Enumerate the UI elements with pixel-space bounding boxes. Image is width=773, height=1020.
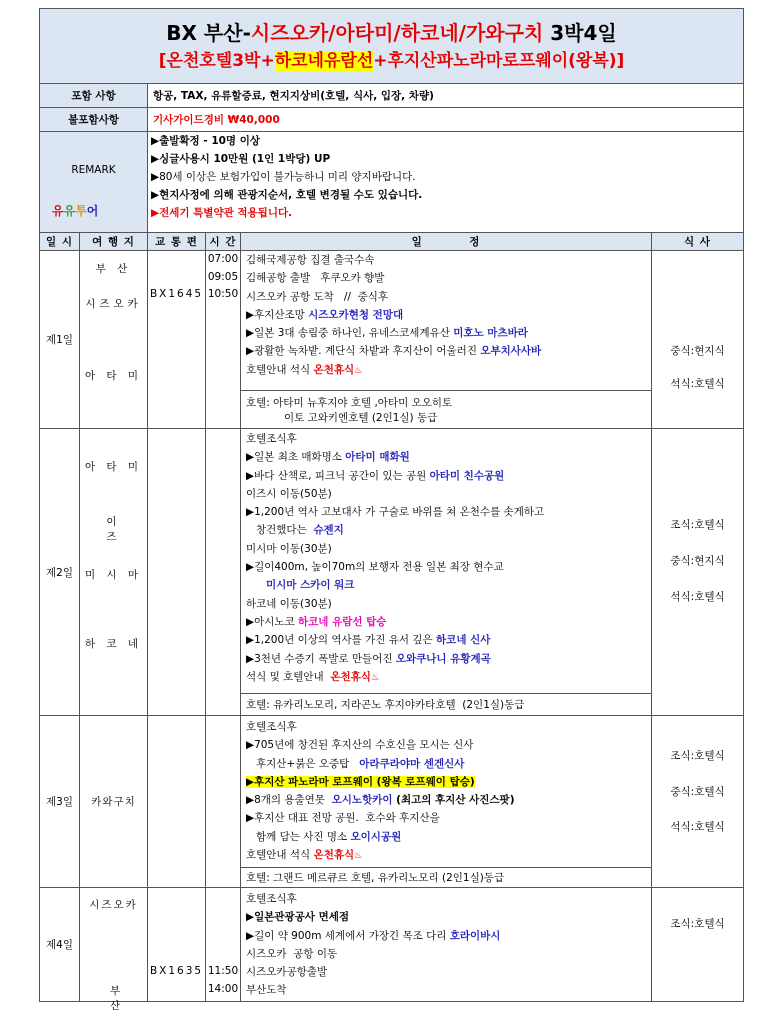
schedule-line: 시즈오카 공항 도착 // 중식후 bbox=[246, 290, 389, 303]
place: 아 타 미 bbox=[84, 370, 143, 382]
remark-item: ▶싱글사용시 10만원 (1인 1박당) UP bbox=[151, 153, 331, 165]
schedule-line: ▶일본 3대 송림중 하나인, 유네스코세계유산 미호노 마츠바라 bbox=[246, 327, 528, 340]
time: 10:50 bbox=[207, 288, 239, 300]
included-text: 항공, TAX, 유류할증료, 현지지상비(호텔, 식사, 입장, 차량) bbox=[148, 84, 744, 108]
flight-number: BX1645 bbox=[149, 288, 204, 300]
day-2-hotel: 호텔: 유카리노모리, 지라곤노 후지야카타호텔 (2인1실)동급 bbox=[241, 694, 652, 716]
schedule-line: 부산도착 bbox=[246, 984, 287, 997]
day-2-label: 제2일 bbox=[40, 429, 80, 716]
schedule-line: 김해국제공항 집결 출국수속 bbox=[246, 254, 375, 266]
meal: 중식:호텔식 bbox=[670, 786, 725, 798]
day-4-label: 제4일 bbox=[40, 888, 80, 1002]
day-3-transport bbox=[148, 716, 206, 888]
day-1-schedule bbox=[241, 251, 652, 391]
schedule-line: ▶1,200년 역사 고보대사 가 구술로 바위를 쳐 온천수를 솟게하고 bbox=[246, 506, 545, 519]
attraction: 미호노 마츠바라 bbox=[453, 327, 528, 340]
ropeway-highlight: ▶후지산 파노라마 로프웨이 (왕복 로프웨이 탑승) bbox=[246, 775, 475, 788]
time: 14:00 bbox=[207, 983, 239, 995]
meal: 석식:호텔식 bbox=[670, 591, 725, 603]
schedule-line: ▶3천년 수증기 폭발로 만들어진 오와쿠나니 유황계곡 bbox=[246, 652, 491, 665]
day-4-row bbox=[40, 888, 744, 1002]
attraction: 오부치사사바 bbox=[480, 345, 542, 358]
meal: 조식:호텔식 bbox=[670, 519, 725, 531]
day-2-schedule bbox=[241, 429, 652, 694]
day-3-meals bbox=[652, 716, 744, 888]
schedule-line: 김해공항 출발 후쿠오카 향발 bbox=[246, 272, 385, 285]
attraction: 호라이바시 bbox=[449, 929, 501, 942]
meal: 중식:현지식 bbox=[670, 345, 725, 357]
remark-list bbox=[148, 132, 744, 233]
place: 아 타 미 bbox=[84, 461, 143, 473]
place: 시즈오카 bbox=[85, 298, 142, 310]
header-transport: 교 통 편 bbox=[148, 233, 206, 251]
itinerary-document bbox=[39, 8, 743, 1010]
schedule-line: 시즈오카공항출발 bbox=[246, 966, 328, 979]
meal: 중식:현지식 bbox=[670, 555, 725, 567]
schedule-line: 창건했다는 슈젠지 bbox=[256, 524, 344, 537]
attraction: 미시마 스카이 워크 bbox=[266, 579, 355, 592]
day-3-row bbox=[40, 716, 744, 868]
schedule-line: ▶길이400m, 높이70m의 보행자 전용 일본 최장 현수교 bbox=[246, 561, 504, 574]
place: 부 산 bbox=[95, 263, 132, 275]
brand-logo: 유유투어 bbox=[52, 204, 99, 218]
highlight-cruise: 하코네유람선 bbox=[274, 51, 374, 71]
meal: 조식:호텔식 bbox=[670, 918, 725, 930]
day-2-meals bbox=[652, 429, 744, 716]
header-meal: 식 사 bbox=[652, 233, 744, 251]
day-3-label: 제3일 bbox=[40, 716, 80, 888]
day-2-row bbox=[40, 429, 744, 694]
schedule-line: 함께 담는 사진 명소 오이시공원 bbox=[256, 830, 402, 843]
hotel-line: 이토 고와키엔호텔 (2인1실) 동급 bbox=[284, 411, 438, 424]
day-1-places bbox=[80, 251, 148, 429]
meal: 석식:호텔식 bbox=[670, 378, 725, 390]
remark-label: REMARK bbox=[71, 164, 116, 176]
day-2-times bbox=[206, 429, 241, 716]
schedule-line: 미시마 이동(30분) bbox=[246, 542, 332, 555]
day-1-row bbox=[40, 251, 744, 391]
day-4-times bbox=[206, 888, 241, 1002]
day-3-times bbox=[206, 716, 241, 888]
meal: 석식:호텔식 bbox=[670, 821, 725, 833]
route-text: 시즈오카/아타미/하코네/가와구치 bbox=[250, 21, 544, 45]
attraction: 아라쿠라야마 센겐신사 bbox=[359, 757, 465, 770]
schedule-line: 석식 및 호텔안내 온천휴식♨ bbox=[246, 670, 380, 683]
attraction: 시즈오카현청 전망대 bbox=[308, 308, 404, 321]
schedule-line: ▶후지산조망 시즈오카현청 전망대 bbox=[246, 308, 404, 321]
hotel-line: 호텔: 아타미 뉴후지야 호텔 ,아타미 오오히토 bbox=[246, 396, 453, 409]
day-4-schedule bbox=[241, 888, 652, 1002]
attraction: 오시노핫카이 bbox=[331, 794, 393, 807]
day-4-meals bbox=[652, 888, 744, 1002]
day-3-place: 카와구치 bbox=[80, 716, 148, 888]
schedule-line: ▶1,200년 이상의 역사를 가진 유서 깊은 하코네 신사 bbox=[246, 634, 491, 647]
schedule-line: ▶길이 약 900m 세계에서 가장긴 목조 다리 호라이바시 bbox=[246, 929, 501, 942]
schedule-line: 이즈시 이동(50분) bbox=[246, 487, 332, 500]
title-line-1: BX 부산-시즈오카/아타미/하코네/가와구치 3박4일 bbox=[166, 21, 617, 45]
day-1-label: 제1일 bbox=[40, 251, 80, 429]
title-line-2: [온천호텔3박+하코네유람선+후지산파노라마로프웨이(왕복)] bbox=[158, 51, 625, 71]
header-day: 일 시 bbox=[40, 233, 80, 251]
header-time: 시 간 bbox=[206, 233, 241, 251]
schedule-line: 호텔안내 석식 온천휴식♨ bbox=[246, 363, 363, 376]
included-label: 포함 사항 bbox=[40, 84, 148, 108]
remark-item: ▶출발확정 - 10명 이상 bbox=[151, 135, 261, 147]
onsen-note: 온천휴식 bbox=[330, 670, 371, 683]
day-1-meals bbox=[652, 251, 744, 429]
place: 이 즈 bbox=[106, 516, 145, 543]
schedule-line: ▶일본관광공사 면세점 bbox=[246, 911, 350, 924]
schedule-line: ▶아시노코 하코네 유람선 탑승 bbox=[246, 615, 387, 628]
day-2-places bbox=[80, 429, 148, 716]
onsen-icon: ♨ bbox=[354, 851, 363, 862]
day-1-transport bbox=[148, 251, 206, 429]
attraction: 하코네 신사 bbox=[436, 634, 491, 647]
remark-item: ▶80세 이상은 보험가입이 불가능하니 미리 양지바랍니다. bbox=[151, 171, 416, 183]
attraction: 하코네 유람선 탑승 bbox=[298, 615, 387, 628]
excluded-label: 불포함사항 bbox=[40, 108, 148, 132]
day-2-transport bbox=[148, 429, 206, 716]
header-place: 여 행 지 bbox=[80, 233, 148, 251]
meal: 조식:호텔식 bbox=[670, 750, 725, 762]
schedule-line: 호텔조식후 bbox=[246, 893, 297, 905]
remark-item: ▶전세기 특별약관 적용됩니다. bbox=[151, 207, 293, 219]
time: 07:00 bbox=[207, 253, 239, 265]
itinerary-table bbox=[39, 8, 744, 1012]
onsen-icon: ♨ bbox=[370, 672, 380, 683]
attraction: 아타미 매화원 bbox=[345, 451, 410, 464]
time: 09:05 bbox=[207, 271, 239, 283]
onsen-icon: ♨ bbox=[354, 365, 363, 376]
title-block bbox=[40, 9, 744, 84]
day-1-times bbox=[206, 251, 241, 429]
schedule-line: 호텔조식후 bbox=[246, 433, 297, 445]
remark-label-cell bbox=[40, 132, 148, 233]
attraction: 아타미 친수공원 bbox=[429, 469, 505, 482]
schedule-line: 하코네 이동(30분) bbox=[246, 597, 332, 610]
schedule-line: ▶후지산 대표 전망 공원. 호수와 후지산을 bbox=[246, 812, 440, 825]
schedule-line: ▶바다 산책로, 피크닉 공간이 있는 공원 아타미 친수공원 bbox=[246, 469, 505, 482]
attraction: 오와쿠나니 유황계곡 bbox=[395, 652, 491, 665]
place: 부 산 bbox=[110, 985, 155, 1012]
schedule-line: 호텔안내 석식 온천휴식♨ bbox=[246, 849, 363, 862]
day-3-hotel: 호텔: 그랜드 메르큐르 호텔, 유카리노모리 (2인1실)동급 bbox=[241, 868, 652, 888]
place: 시즈오카 bbox=[89, 899, 138, 911]
attraction: 오이시공원 bbox=[350, 830, 402, 843]
day-4-transport bbox=[148, 888, 206, 1002]
place: 하 코 네 bbox=[84, 638, 143, 650]
remark-item: ▶현지사정에 의해 관광지순서, 호텔 변경될 수도 있습니다. bbox=[151, 189, 423, 201]
schedule-line bbox=[246, 773, 651, 791]
attraction: 슈젠지 bbox=[313, 524, 344, 537]
day-1-hotel bbox=[241, 391, 652, 429]
schedule-line: 후지산+붉은 오중탑 아라쿠라야마 센겐신사 bbox=[256, 757, 465, 770]
schedule-line: ▶8개의 용출연못 오시노핫카이 (최고의 후지산 사진스팟) bbox=[246, 794, 515, 807]
schedule-line: 호텔조식후 bbox=[246, 721, 297, 733]
excluded-text: 기사가이드경비 ₩40,000 bbox=[148, 108, 744, 132]
day-3-schedule bbox=[241, 716, 652, 868]
onsen-note: 온천휴식 bbox=[313, 363, 355, 376]
header-schedule: 일 정 bbox=[241, 233, 652, 251]
schedule-line: ▶일본 최초 매화명소 아타미 매화원 bbox=[246, 451, 410, 464]
flight-number: BX1635 bbox=[149, 965, 204, 977]
place: 미 시 마 bbox=[84, 569, 143, 581]
onsen-note: 온천휴식 bbox=[313, 849, 355, 862]
time: 11:50 bbox=[207, 965, 239, 977]
schedule-line: ▶광활한 녹차밭. 계단식 차밭과 후지산이 어울러진 오부치사사바 bbox=[246, 345, 542, 358]
schedule-line: ▶705년에 창건된 후지산의 수호신을 모시는 신사 bbox=[246, 739, 474, 752]
day-4-places bbox=[80, 888, 155, 1012]
table-header-row bbox=[40, 233, 744, 251]
schedule-line: 시즈오카 공항 이동 bbox=[246, 947, 338, 960]
